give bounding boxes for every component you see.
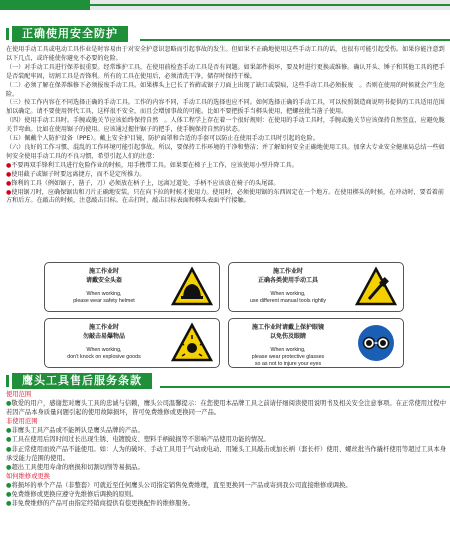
safety-card-explosive	[44, 318, 220, 368]
bullet-icon: ●	[6, 500, 12, 508]
nonscope-item: ●超出工具使用寿命的磨损和切割切削等易损品。	[6, 463, 144, 471]
bullet-item: ●使用截子或锯子时要远离捷方，而不是定所推力。	[6, 170, 146, 178]
bullet-icon: ●	[6, 481, 12, 489]
section2-body	[6, 390, 446, 508]
top-green-tab	[0, 0, 90, 10]
section1-title: 正确使用安全防护	[12, 26, 128, 42]
bullet-icon: ●	[6, 427, 12, 435]
bullet-icon: ●	[6, 170, 12, 178]
card-cn-text: 施工作业时请戴上保护眼镜 以免伤及眼睛	[251, 324, 324, 340]
bullet-icon: ●	[6, 445, 12, 453]
safety-card-helmet	[44, 262, 220, 312]
bullet-item: ●使用锯刀时，应确保锯齿和刀片正确地安装。只在向下拉的时候才使用力。使用时，必须使用锯的东西固定在一个地方。在使用梆头的时候，在冲动时，要看着前方和后方。在敲击的时候，注意敲击目标。在击打时，敲击目标表面和梆头表面平行接触。	[6, 188, 444, 205]
top-decor-bar	[0, 0, 450, 10]
rule-paragraph-5: （五）佩戴个人防护设备（PPE）。戴上安全护目镜，防护面罩和合适的手套可以防止在使用手动工具时引起的危险。	[6, 135, 319, 143]
card-en-text: When working, please wear safety helmet	[73, 291, 135, 304]
safety-card-glasses	[228, 318, 404, 368]
scope-heading: 使用范围	[6, 391, 32, 398]
rule-paragraph-2: （二）必须了解在保养维修下必须报废手动工具。如果梆头上已长了苔藓或锯子刀面上出现了缺口或裂痕，这些手动工具必须报废 。否则在使用的时候就会产生危险。	[6, 81, 445, 98]
manual-tools-icon	[355, 267, 397, 307]
card-cn-text: 施工作业时 正确各类使用手动工具	[257, 268, 318, 284]
scope-item: ●敬爱的用户，感谢您对鹰头工具的忠诚与信赖，鹰头公司温馨提示：在您使用本品牌工具之前请仔细阅读使用说明书及相关安全注意事项。在正常使用过程中若因产品本身质量问题引起的使用故障损坏，皆可免费维修或更换同一产品。	[6, 400, 446, 417]
rule-paragraph-6: （六）良好的工作习惯、混乱的工作环境可能引起事故。所以，要保持工作环境的干净和整洁；并了解如何安全正确地使用工具。加拿大专业安全健康局总结一些如何安全使用手动工具的不良习惯，希望引起人们的注意：	[6, 143, 445, 160]
section2-header	[0, 373, 450, 389]
bullet-icon: ●	[6, 179, 12, 187]
rule-paragraph-3: （三）按工作内容在不同选择正确的手动工具。工作的内容不同，手动工具的选择也应不同。如何选择正确的手动工具，可以按照制造商说明书提供的工具适用范围加以确定。请不要使用替代工具，这样很不安全，而且会增加事故的可能。比如不要把扳手当梆头使用，把螺丝批当凿子使用。	[6, 99, 445, 116]
card-en-text: When working, don't knock on explosive goods	[67, 347, 141, 360]
explosive-warning-icon	[171, 323, 213, 363]
howto-heading: 如何维修或更换	[6, 472, 51, 480]
card-cn-text: 施工作业时 勿敲击易爆物品	[82, 324, 125, 340]
bullet-icon: ●	[6, 463, 12, 471]
bullet-item: ●不要再双手锋利工具进行危险作业的时候，用手携带工具。如果要在梯子上工作，应该使用小型升降工具。	[6, 161, 298, 169]
bullet-icon: ●	[6, 188, 12, 196]
bullet-icon: ●	[6, 400, 12, 408]
nonscope-heading: 非使用范围	[6, 418, 38, 426]
card-cn-text: 施工作业时 请戴安全头盔	[85, 268, 122, 284]
bullet-icon: ●	[6, 436, 12, 444]
nonscope-item: ●工具在使用后因时间过长出现生锈、电镀脱皮、塑料手柄破损等不影响产品使用功能的情况。	[6, 436, 270, 444]
header-marker	[6, 375, 9, 387]
safety-helmet-icon	[171, 267, 213, 307]
rule-paragraph-1: （一）对手动工具进行保养很重要。经常维护工具，在使用前检查手动工具是否有问题。如果部件损坏，要及时进行更换或维修。确认开头、锤子和其他工具的把手是否装配牢固，切割工具是否锋利。所有的工具在使用后，必须清洗干净，储存时保持干燥。	[6, 63, 445, 80]
intro-paragraph: 在使用手动工具或电动工具作业是时容易由于对安全护意识忽略而引起事故的发生。但如果不正确地使用这些手动工具的话，也很有可能引起受伤。如果你能注意到以下几点，或许能使你避免不必要的危险。	[6, 46, 445, 62]
header-rule	[160, 386, 450, 388]
protective-glasses-icon	[355, 323, 397, 363]
section2-title: 鹰头工具售后服务条款	[12, 373, 152, 389]
section1-body	[6, 46, 446, 206]
nonscope-item: ●非正常使用而致产品不能使用。如：人为的破坏、手动工具用于气动或电动、用锤头工具敲击或加长柄（套长杆）使用、螺丝批当作撬杆使用等超过工具本身承受能力范围的使用。	[6, 445, 446, 462]
card-en-text: When working, please wear protective glasses so as not to injure your eyes	[251, 347, 325, 367]
header-marker	[6, 28, 9, 40]
nonscope-item: ●非鹰头工具产品或不能辨认是鹰头品牌的产品。	[6, 427, 144, 435]
howto-item: ●将损坏的单个产品（非整套）可就近至任何鹰头公司指定销售免费维理，直至更换同一产品或寄到我公司直接维修或调换。	[6, 481, 352, 489]
top-green-line	[90, 4, 450, 6]
header-rule	[140, 39, 450, 41]
howto-item: ●免费维修或更换应遵守先维修后调换的原则。	[6, 491, 138, 499]
bullet-icon: ●	[6, 491, 12, 499]
howto-item: ●非免费维修的产品可由指定经销商提供有偿更换配件的维修服务。	[6, 500, 195, 508]
rule-paragraph-4: （四）使用手动工具时。手腕或脆关节应该始终保持自然 。人体工程学上存在着一个很好规则：在使用的手动工具时，手腕或脆关节应该保持自然竖直，应避免脆关节弯曲。比如在使用锯子的使用。应该通过握住锯子的把手，使手腕保持自然的状态。	[6, 117, 445, 134]
safety-card-tools	[228, 262, 404, 312]
section1-header	[0, 26, 450, 42]
bullet-icon: ●	[6, 161, 12, 169]
card-en-text: When working, use different manual tools rightly	[249, 291, 327, 304]
safety-cards	[44, 262, 404, 370]
bullet-item: ●锋利的工具（例如锯子，凿子，刀）必须放在柄子上，远离过道处，手柄不应该放在椅子的头尾部。	[6, 179, 280, 187]
